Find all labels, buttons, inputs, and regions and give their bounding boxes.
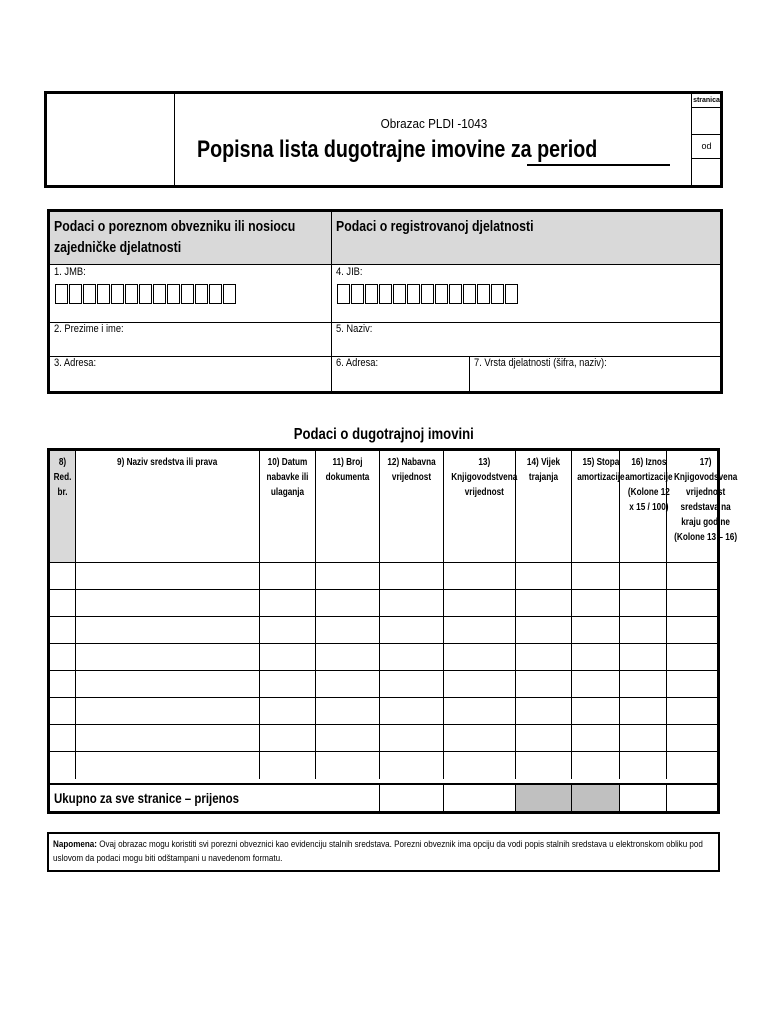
table-cell[interactable]	[572, 698, 620, 724]
total-iznos[interactable]	[620, 785, 667, 811]
table-cell[interactable]	[260, 725, 316, 751]
table-cell[interactable]	[50, 671, 76, 697]
table-cell[interactable]	[572, 563, 620, 589]
table-cell[interactable]	[316, 617, 380, 643]
table-cell[interactable]	[76, 644, 260, 670]
table-cell[interactable]	[444, 590, 516, 616]
table-cell[interactable]	[50, 752, 76, 779]
table-cell[interactable]	[667, 617, 717, 643]
table-row	[50, 590, 717, 617]
table-cell[interactable]	[620, 617, 667, 643]
table-cell[interactable]	[380, 590, 444, 616]
table-cell[interactable]	[516, 563, 572, 589]
col-header-broj-dokumenta: 11) Broj dokumenta	[316, 451, 380, 563]
total-row	[50, 783, 717, 811]
logo-area	[47, 94, 175, 185]
table-row	[50, 752, 717, 779]
table-cell[interactable]	[667, 725, 717, 751]
table-cell[interactable]	[76, 617, 260, 643]
jmb-label: 1. JMB:	[54, 266, 86, 278]
table-row	[50, 725, 717, 752]
name-row	[50, 322, 720, 357]
col-header-knjigovodstvena: 13) Knjigovodstvena vrijednost	[444, 451, 516, 563]
note-text: Ovaj obrazac mogu koristiti svi porezni obveznici kao evidenciju stalnih sredstava. Porezni obveznik ima opciju da vodi popis stalnih sredstava u elektronskom obliku pod uslovom da podaci mogu biti odštampani u navedenom formatu.	[53, 839, 703, 864]
page-of-label: od	[692, 135, 721, 159]
form-header	[44, 91, 723, 188]
name-field[interactable]: 2. Prezime i ime:	[50, 322, 332, 356]
table-cell[interactable]	[50, 563, 76, 589]
total-knjigovodstvena[interactable]	[444, 785, 516, 811]
table-cell[interactable]	[444, 644, 516, 670]
table-cell[interactable]	[76, 671, 260, 697]
naziv-field[interactable]: 5. Naziv:	[336, 323, 373, 335]
table-cell[interactable]	[620, 644, 667, 670]
note-label: Napomena:	[53, 839, 97, 850]
table-cell[interactable]	[620, 671, 667, 697]
table-cell[interactable]	[444, 617, 516, 643]
table-cell[interactable]	[516, 644, 572, 670]
address-right-field[interactable]: 6. Adresa:	[332, 356, 470, 391]
table-cell[interactable]	[50, 644, 76, 670]
total-nabavna[interactable]	[380, 785, 444, 811]
total-vijek-disabled	[516, 785, 572, 811]
table-cell[interactable]	[260, 752, 316, 779]
form-title: Popisna lista dugotrajne imovine za period	[197, 136, 598, 163]
table-cell[interactable]	[76, 590, 260, 616]
table-cell[interactable]	[667, 671, 717, 697]
id-row	[50, 265, 720, 323]
table-cell[interactable]	[260, 671, 316, 697]
page-total-field[interactable]	[692, 159, 721, 185]
assets-title: Podaci o dugotrajnoj imovini	[293, 426, 475, 443]
table-cell[interactable]	[260, 563, 316, 589]
table-cell[interactable]	[316, 725, 380, 751]
activity-heading: Podaci o registrovanoj djelatnosti	[332, 212, 720, 265]
table-cell[interactable]	[667, 698, 717, 724]
activity-field[interactable]: 7. Vrsta djelatnosti (šifra, naziv):	[474, 357, 607, 369]
col-header-nabavna: 12) Nabavna vrijednost	[380, 451, 444, 563]
table-cell[interactable]	[572, 725, 620, 751]
table-cell[interactable]	[380, 563, 444, 589]
table-cell[interactable]	[667, 752, 717, 779]
table-cell[interactable]	[260, 698, 316, 724]
table-cell[interactable]	[516, 725, 572, 751]
total-label-cell	[50, 785, 380, 811]
table-cell[interactable]	[516, 698, 572, 724]
assets-table	[47, 448, 738, 814]
table-cell[interactable]	[572, 590, 620, 616]
table-cell[interactable]	[76, 752, 260, 779]
table-cell[interactable]	[76, 725, 260, 751]
taxpayer-heading: Podaci o poreznom obvezniku ili nosiocu zajedničke djelatnosti	[50, 212, 332, 265]
table-cell[interactable]	[572, 644, 620, 670]
table-cell[interactable]	[50, 725, 76, 751]
col-header-vrijednost-kraj: 17) Knjigovodsvena vrijednost sredstava na kraju godine (Kolone 13 – 16)	[667, 451, 717, 563]
table-cell[interactable]	[516, 617, 572, 643]
col-header-datum: 10) Datum nabavke ili ulaganja	[260, 451, 316, 563]
note-box	[47, 832, 720, 872]
table-cell[interactable]	[316, 590, 380, 616]
col-header-stopa: 15) Stopa amortizacije	[572, 451, 620, 563]
table-cell[interactable]	[444, 698, 516, 724]
table-cell[interactable]	[260, 644, 316, 670]
col-header-naziv: 9) Naziv sredstva ili prava	[76, 451, 260, 563]
table-cell[interactable]	[380, 617, 444, 643]
page-number-box	[691, 94, 720, 185]
col-header-red-br: 8) Red. br.	[50, 451, 76, 563]
jmb-digit-boxes[interactable]	[55, 284, 237, 304]
taxpayer-section	[47, 209, 723, 394]
table-cell[interactable]	[516, 752, 572, 779]
table-cell[interactable]	[316, 671, 380, 697]
page-number-field[interactable]	[692, 108, 721, 135]
table-cell[interactable]	[316, 698, 380, 724]
table-cell[interactable]	[667, 590, 717, 616]
address-left-field[interactable]: 3. Adresa:	[50, 356, 332, 391]
table-cell[interactable]	[620, 590, 667, 616]
table-cell[interactable]	[76, 698, 260, 724]
table-cell[interactable]	[444, 671, 516, 697]
table-cell[interactable]	[76, 563, 260, 589]
table-cell[interactable]	[260, 617, 316, 643]
period-input-line[interactable]	[527, 164, 670, 166]
jib-digit-boxes[interactable]	[337, 284, 519, 304]
total-stopa-disabled	[572, 785, 620, 811]
table-cell[interactable]	[572, 671, 620, 697]
table-cell[interactable]	[50, 590, 76, 616]
table-cell[interactable]	[444, 725, 516, 751]
table-cell[interactable]	[667, 644, 717, 670]
total-vrijednost-kraj[interactable]	[667, 785, 717, 811]
table-cell[interactable]	[516, 590, 572, 616]
jib-label: 4. JIB:	[336, 266, 363, 278]
table-cell[interactable]	[667, 563, 717, 589]
table-row	[50, 671, 717, 698]
address-row	[50, 356, 720, 391]
table-cell[interactable]	[620, 752, 667, 779]
table-cell[interactable]	[316, 563, 380, 589]
table-cell[interactable]	[380, 671, 444, 697]
table-cell[interactable]	[50, 617, 76, 643]
table-cell[interactable]	[380, 644, 444, 670]
table-row	[50, 698, 717, 725]
table-cell[interactable]	[380, 752, 444, 779]
table-cell[interactable]	[444, 752, 516, 779]
table-cell[interactable]	[516, 671, 572, 697]
table-cell[interactable]	[380, 698, 444, 724]
col-header-iznos-amortizacije: 16) Iznos amortizacije (Kolone 12 x 15 / 100)	[620, 451, 667, 563]
table-cell[interactable]	[380, 725, 444, 751]
table-cell[interactable]	[572, 752, 620, 779]
table-cell[interactable]	[260, 590, 316, 616]
table-row	[50, 617, 717, 644]
table-cell[interactable]	[572, 617, 620, 643]
table-cell[interactable]	[620, 698, 667, 724]
table-row	[50, 563, 717, 590]
table-cell[interactable]	[316, 752, 380, 779]
form-code: Obrazac PLDI -1043	[380, 116, 488, 131]
jib-field[interactable]	[332, 265, 720, 322]
total-label: Ukupno za sve stranice – prijenos	[54, 790, 240, 806]
table-row	[50, 644, 717, 671]
table-cell[interactable]	[50, 698, 76, 724]
table-cell[interactable]	[620, 725, 667, 751]
table-cell[interactable]	[620, 563, 667, 589]
page-label: stranica	[692, 94, 721, 108]
table-cell[interactable]	[316, 644, 380, 670]
col-header-vijek: 14) Vijek trajanja	[516, 451, 572, 563]
table-cell[interactable]	[444, 563, 516, 589]
jmb-field[interactable]	[50, 265, 332, 322]
